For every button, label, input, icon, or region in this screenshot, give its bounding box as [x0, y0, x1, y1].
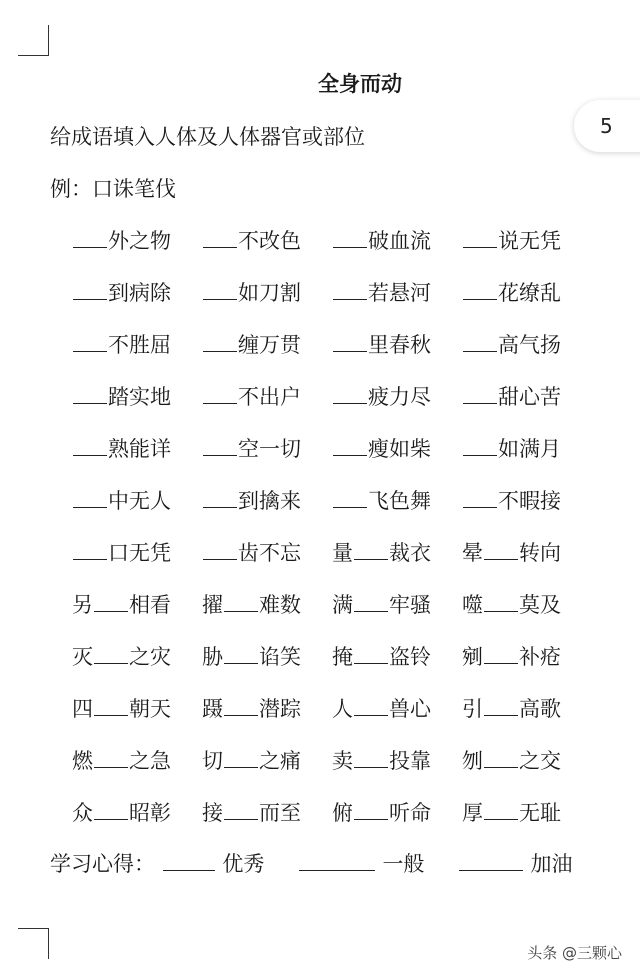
idiom-prefix: 另: [72, 593, 93, 617]
idiom-item: [462, 433, 592, 485]
fill-blank[interactable]: [73, 381, 107, 404]
fill-blank[interactable]: [463, 277, 497, 300]
idiom-item: [332, 381, 462, 433]
idiom-suffix: 不出户: [238, 385, 301, 409]
idiom-suffix: 谄笑: [259, 645, 301, 669]
fill-blank[interactable]: [224, 693, 258, 716]
idiom-suffix: 花缭乱: [498, 281, 561, 305]
fill-blank[interactable]: [73, 329, 107, 352]
idiom-row: [72, 329, 592, 381]
idiom-item: [332, 537, 462, 589]
idiom-suffix: 而至: [259, 801, 301, 825]
fill-blank[interactable]: [94, 641, 128, 664]
idiom-suffix: 飞色舞: [368, 489, 431, 513]
fill-blank[interactable]: [463, 225, 497, 248]
fill-blank[interactable]: [73, 485, 107, 508]
fill-blank[interactable]: [354, 693, 388, 716]
fill-blank[interactable]: [484, 797, 518, 820]
idiom-item: [72, 225, 202, 277]
idiom-item: [202, 589, 332, 641]
idiom-row: [72, 433, 592, 485]
idiom-prefix: 四: [72, 697, 93, 721]
idiom-suffix: 踏实地: [108, 385, 171, 409]
idiom-row: [72, 745, 592, 797]
fill-blank[interactable]: [94, 693, 128, 716]
fill-blank[interactable]: [224, 797, 258, 820]
idiom-item: [202, 277, 332, 329]
idiom-item: [462, 277, 592, 329]
summary-option: 一般: [382, 852, 425, 876]
idiom-grid: [72, 225, 592, 849]
fill-blank[interactable]: [94, 745, 128, 768]
fill-blank[interactable]: [484, 745, 518, 768]
idiom-prefix: 量: [332, 541, 353, 565]
fill-blank[interactable]: [354, 797, 388, 820]
idiom-suffix: 朝天: [129, 697, 171, 721]
fill-blank[interactable]: [203, 537, 237, 560]
idiom-suffix: 盗铃: [389, 645, 431, 669]
idiom-suffix: 之急: [129, 749, 171, 773]
idiom-suffix: 中无人: [108, 489, 171, 513]
idiom-item: [202, 797, 332, 849]
idiom-suffix: 无耻: [519, 801, 561, 825]
idiom-item: [332, 797, 462, 849]
example-text: 例：口诛笔伐: [50, 177, 176, 201]
idiom-prefix: 剜: [462, 645, 483, 669]
idiom-item: [202, 329, 332, 381]
idiom-row: [72, 797, 592, 849]
idiom-prefix: 灭: [72, 645, 93, 669]
idiom-suffix: 说无凭: [498, 229, 561, 253]
fill-blank[interactable]: [354, 641, 388, 664]
summary-blank[interactable]: [299, 848, 375, 871]
idiom-prefix: 晕: [462, 541, 483, 565]
idiom-row: [72, 277, 592, 329]
idiom-suffix: 不暇接: [498, 489, 561, 513]
idiom-row: [72, 641, 592, 693]
fill-blank[interactable]: [463, 381, 497, 404]
fill-blank[interactable]: [333, 381, 367, 404]
fill-blank[interactable]: [484, 693, 518, 716]
idiom-suffix: 齿不忘: [238, 541, 301, 565]
idiom-suffix: 之灾: [129, 645, 171, 669]
idiom-item: [462, 797, 592, 849]
idiom-item: [462, 745, 592, 797]
fill-blank[interactable]: [73, 225, 107, 248]
watermark: 头条 @三颗心: [527, 944, 622, 962]
fill-blank[interactable]: [333, 485, 367, 508]
idiom-suffix: 莫及: [519, 593, 561, 617]
idiom-item: [72, 485, 202, 537]
idiom-prefix: 切: [202, 749, 223, 773]
idiom-item: [202, 693, 332, 745]
idiom-item: [202, 745, 332, 797]
idiom-prefix: 满: [332, 593, 353, 617]
idiom-suffix: 昭彰: [129, 801, 171, 825]
idiom-suffix: 如满月: [498, 437, 561, 461]
idiom-item: [202, 381, 332, 433]
fill-blank[interactable]: [203, 225, 237, 248]
idiom-item: [202, 225, 332, 277]
fill-blank[interactable]: [333, 225, 367, 248]
idiom-suffix: 高气扬: [498, 333, 561, 357]
summary-blank[interactable]: [163, 848, 215, 871]
idiom-item: [332, 745, 462, 797]
fill-blank[interactable]: [463, 485, 497, 508]
idiom-row: [72, 225, 592, 277]
idiom-suffix: 熟能详: [108, 437, 171, 461]
idiom-prefix: 刎: [462, 749, 483, 773]
summary-option: 加油: [530, 852, 573, 876]
idiom-suffix: 里春秋: [368, 333, 431, 357]
idiom-item: [332, 225, 462, 277]
idiom-item: [72, 433, 202, 485]
idiom-suffix: 兽心: [389, 697, 431, 721]
idiom-item: [462, 589, 592, 641]
idiom-suffix: 之交: [519, 749, 561, 773]
idiom-prefix: 卖: [332, 749, 353, 773]
fill-blank[interactable]: [203, 329, 237, 352]
idiom-item: [462, 329, 592, 381]
idiom-item: [332, 693, 462, 745]
fill-blank[interactable]: [333, 329, 367, 352]
fill-blank[interactable]: [354, 589, 388, 612]
idiom-suffix: 裁衣: [389, 541, 431, 565]
idiom-item: [72, 693, 202, 745]
idiom-item: [332, 485, 462, 537]
fill-blank[interactable]: [203, 485, 237, 508]
idiom-prefix: 众: [72, 801, 93, 825]
fill-blank[interactable]: [203, 277, 237, 300]
fill-blank[interactable]: [333, 433, 367, 456]
idiom-suffix: 不胜屈: [108, 333, 171, 357]
idiom-row: [72, 693, 592, 745]
crop-mark-bottom: [18, 928, 49, 959]
fill-blank[interactable]: [73, 537, 107, 560]
page-number: 5: [600, 114, 613, 138]
idiom-item: [462, 381, 592, 433]
idiom-prefix: 胁: [202, 645, 223, 669]
fill-blank[interactable]: [354, 745, 388, 768]
idiom-item: [462, 693, 592, 745]
idiom-suffix: 牢骚: [389, 593, 431, 617]
fill-blank[interactable]: [94, 589, 128, 612]
idiom-suffix: 缠万贯: [238, 333, 301, 357]
idiom-prefix: 人: [332, 697, 353, 721]
idiom-item: [332, 277, 462, 329]
idiom-item: [332, 641, 462, 693]
idiom-item: [72, 329, 202, 381]
fill-blank[interactable]: [203, 433, 237, 456]
idiom-item: [202, 641, 332, 693]
idiom-suffix: 到擒来: [238, 489, 301, 513]
idiom-prefix: 燃: [72, 749, 93, 773]
fill-blank[interactable]: [73, 277, 107, 300]
idiom-suffix: 如刀割: [238, 281, 301, 305]
idiom-item: [332, 589, 462, 641]
fill-blank[interactable]: [484, 589, 518, 612]
fill-blank[interactable]: [224, 641, 258, 664]
idiom-suffix: 瘦如柴: [368, 437, 431, 461]
fill-blank[interactable]: [73, 433, 107, 456]
idiom-item: [202, 433, 332, 485]
idiom-prefix: 厚: [462, 801, 483, 825]
crop-mark-top: [18, 25, 49, 56]
fill-blank[interactable]: [463, 433, 497, 456]
idiom-item: [202, 485, 332, 537]
idiom-prefix: 噬: [462, 593, 483, 617]
fill-blank[interactable]: [484, 537, 518, 560]
fill-blank[interactable]: [463, 329, 497, 352]
idiom-item: [462, 641, 592, 693]
summary-blank[interactable]: [459, 848, 523, 871]
idiom-item: [462, 225, 592, 277]
idiom-suffix: 之痛: [259, 749, 301, 773]
fill-blank[interactable]: [224, 589, 258, 612]
idiom-prefix: 擢: [202, 593, 223, 617]
idiom-suffix: 不改色: [238, 229, 301, 253]
idiom-prefix: 俯: [332, 801, 353, 825]
idiom-suffix: 相看: [129, 593, 171, 617]
fill-blank[interactable]: [224, 745, 258, 768]
idiom-item: [332, 433, 462, 485]
idiom-suffix: 外之物: [108, 229, 171, 253]
idiom-item: [462, 537, 592, 589]
idiom-prefix: 蹑: [202, 697, 223, 721]
idiom-prefix: 引: [462, 697, 483, 721]
idiom-suffix: 转向: [519, 541, 561, 565]
idiom-suffix: 到病除: [108, 281, 171, 305]
idiom-suffix: 口无凭: [108, 541, 171, 565]
idiom-item: [72, 745, 202, 797]
page-number-badge[interactable]: [574, 100, 640, 152]
idiom-row: [72, 537, 592, 589]
summary-label: 学习心得：: [50, 852, 155, 876]
idiom-item: [72, 641, 202, 693]
idiom-suffix: 投靠: [389, 749, 431, 773]
idiom-row: [72, 485, 592, 537]
learning-summary: [50, 848, 573, 878]
page-title: 全身而动: [318, 72, 402, 96]
summary-option: 优秀: [222, 852, 265, 876]
idiom-prefix: 掩: [332, 645, 353, 669]
idiom-item: [202, 537, 332, 589]
idiom-suffix: 甜心苦: [498, 385, 561, 409]
idiom-suffix: 疲力尽: [368, 385, 431, 409]
fill-blank[interactable]: [354, 537, 388, 560]
idiom-prefix: 接: [202, 801, 223, 825]
fill-blank[interactable]: [333, 277, 367, 300]
idiom-suffix: 难数: [259, 593, 301, 617]
idiom-suffix: 补疮: [519, 645, 561, 669]
idiom-item: [72, 537, 202, 589]
idiom-row: [72, 589, 592, 641]
idiom-suffix: 听命: [389, 801, 431, 825]
idiom-item: [72, 381, 202, 433]
idiom-row: [72, 381, 592, 433]
idiom-item: [332, 329, 462, 381]
idiom-suffix: 空一切: [238, 437, 301, 461]
idiom-suffix: 潜踪: [259, 697, 301, 721]
idiom-suffix: 高歌: [519, 697, 561, 721]
idiom-suffix: 若悬河: [368, 281, 431, 305]
idiom-item: [72, 797, 202, 849]
fill-blank[interactable]: [484, 641, 518, 664]
idiom-suffix: 破血流: [368, 229, 431, 253]
instruction-text: 给成语填入人体及人体器官或部位: [50, 125, 365, 149]
fill-blank[interactable]: [203, 381, 237, 404]
fill-blank[interactable]: [94, 797, 128, 820]
idiom-item: [462, 485, 592, 537]
idiom-item: [72, 589, 202, 641]
idiom-item: [72, 277, 202, 329]
